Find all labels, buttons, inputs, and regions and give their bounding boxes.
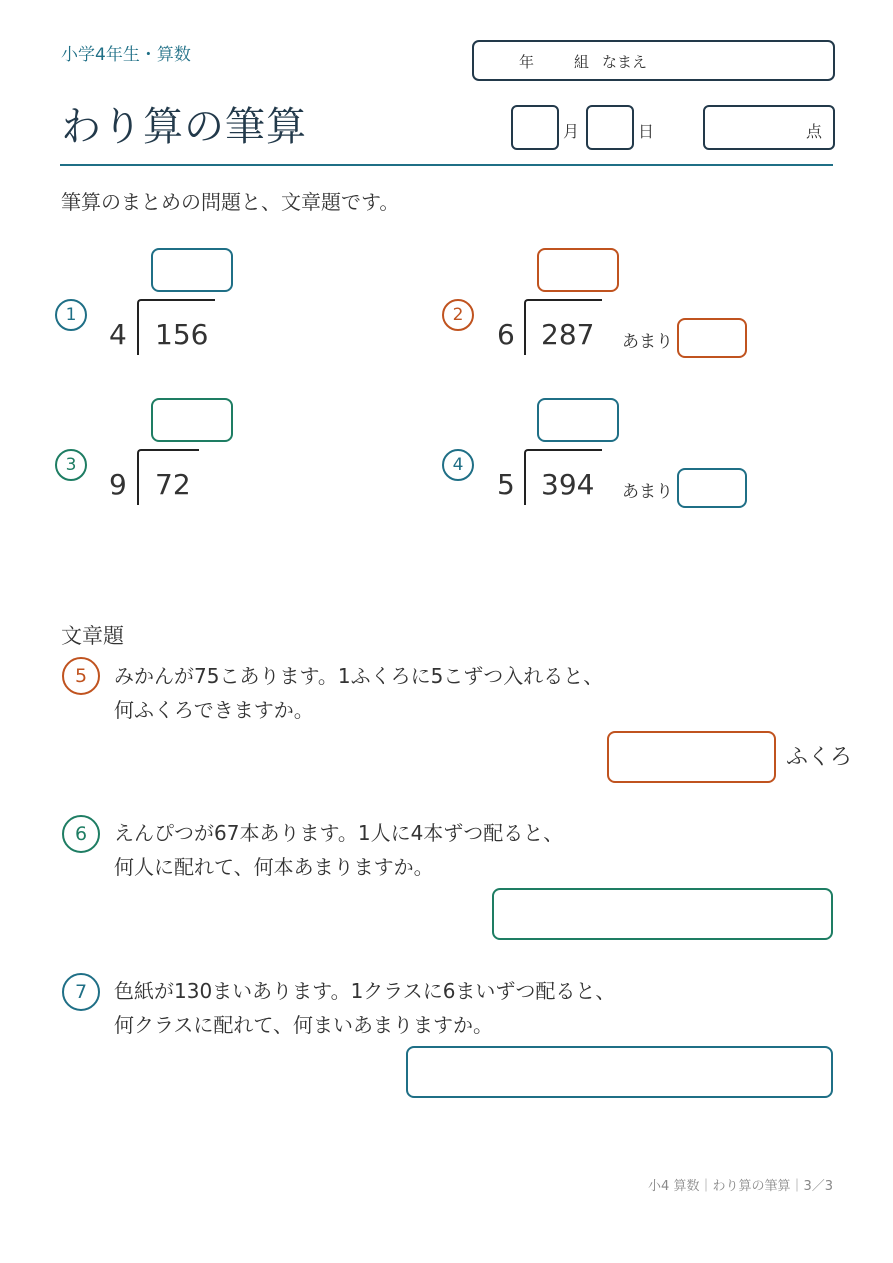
question-number-5: 5 (62, 657, 100, 695)
page-title: わり算の筆算 (61, 104, 307, 150)
divisor-1: 4 (109, 318, 127, 351)
day-label: 日 (638, 122, 655, 141)
class-label: 組 (574, 53, 590, 71)
question-number-6: 6 (62, 815, 100, 853)
remainder-label-4: あまり (622, 482, 673, 502)
divisor-3: 9 (109, 468, 127, 501)
question-5-line-1: みかんが75こあります。1ふくろに5こずつ入れると、 (114, 664, 604, 688)
question-number-7: 7 (62, 973, 100, 1011)
grade-label: 小学4年生・算数 (61, 45, 191, 65)
year-label: 年 (519, 53, 535, 71)
dividend-3: 72 (155, 468, 191, 501)
problem-number-4: 4 (442, 449, 474, 481)
problem-number-1: 1 (55, 299, 87, 331)
remainder-label-2: あまり (622, 332, 673, 352)
score-label: 点 (806, 122, 823, 141)
month-input[interactable] (511, 105, 559, 150)
quotient-box-4[interactable] (537, 398, 619, 442)
dividend-4: 394 (541, 468, 595, 501)
answer-box-7[interactable] (406, 1046, 833, 1098)
quotient-box-1[interactable] (151, 248, 233, 292)
problem-number-2: 2 (442, 299, 474, 331)
divisor-4: 5 (497, 468, 515, 501)
intro-text: 筆算のまとめの問題と、文章題です。 (61, 190, 400, 214)
remainder-box-2[interactable] (677, 318, 747, 358)
word-problems-heading: 文章題 (61, 624, 124, 648)
answer-unit-5: ふくろ (786, 745, 853, 770)
divisor-2: 6 (497, 318, 515, 351)
answer-box-6[interactable] (492, 888, 833, 940)
dividend-1: 156 (155, 318, 209, 351)
name-label: なまえ (602, 53, 648, 71)
day-input[interactable] (586, 105, 634, 150)
question-6-line-2: 何人に配れて、何本あまりますか。 (114, 855, 434, 879)
page-footer: 小4 算数｜わり算の筆算｜3／3 (648, 1179, 833, 1194)
answer-box-5[interactable] (607, 731, 776, 783)
remainder-box-4[interactable] (677, 468, 747, 508)
question-6-line-1: えんぴつが67本あります。1人に4本ずつ配ると、 (114, 821, 564, 845)
name-field[interactable] (472, 40, 835, 81)
dividend-2: 287 (541, 318, 595, 351)
question-7-line-1: 色紙が130まいあります。1クラスに6まいずつ配ると、 (114, 979, 616, 1003)
quotient-box-2[interactable] (537, 248, 619, 292)
month-label: 月 (563, 122, 580, 141)
problem-number-3: 3 (55, 449, 87, 481)
header-divider (60, 164, 833, 166)
question-5-line-2: 何ふくろできますか。 (114, 698, 314, 722)
question-7-line-2: 何クラスに配れて、何まいあまりますか。 (114, 1013, 493, 1037)
quotient-box-3[interactable] (151, 398, 233, 442)
